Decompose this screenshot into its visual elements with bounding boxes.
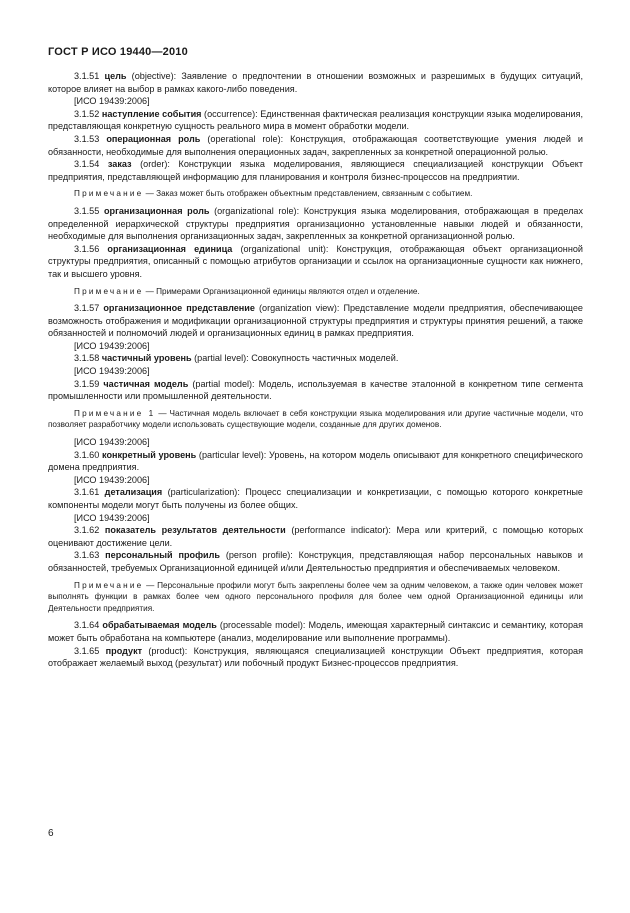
definition-text: (occurrence): Единственная фактическая реализация конструкции языка моделирования, представляющая конкретную сущность реального мира в момент обработки модели. [48,108,583,132]
source-reference: [ИСО 19439:2006] [74,474,150,485]
note-label: Примечание [74,286,144,296]
note-paragraph [48,408,583,431]
defined-term: детализация [104,487,163,498]
defined-term: операционная роль [106,133,201,144]
source-reference: [ИСО 19439:2006] [74,437,150,448]
defined-term: частичный уровень [101,353,192,364]
definition-text: (product): Конструкция, являющаяся специализацией конструкции Объект предприятия, которая отображает желаемый выход (результат) или побочный продукт Бизнес-процессов предприятия. [48,645,584,669]
defined-term: персональный профиль [105,550,220,561]
defined-term: показатель результатов деятельности [104,525,286,536]
definition-paragraph [48,205,583,243]
defined-term: частичная модель [103,378,189,389]
definition-paragraph [48,486,583,511]
clause-number: 3.1.64 [74,620,100,631]
definition-paragraph [48,352,583,365]
clause-number: 3.1.57 [74,303,100,314]
note-text: — Заказ может быть отображен объектным представлением, связанным с событием. [143,189,473,199]
definition-text: (performance indicator): Мера или критерий, с помощью которых оценивают достижение цели. [48,525,583,548]
definition-paragraph [48,243,583,281]
definition-text: (partial level): Совокупность частичных моделей. [191,353,399,364]
definition-text: (organizational unit): Конструкция, отображающая объект организационной структуры предприятия, описанный с помощью атрибутов организации и ссылок на организационные сущности как нижнего, так и высшего уровня. [48,243,583,279]
note-label: Примечание [74,580,144,590]
definition-text: (person profile): Конструкция, представляющая набор персональных навыков и обязанностей, требуемых Организационной единицей и/или Деятельностью предприятия и обеспечиваемых человеком. [48,550,583,573]
definition-text: (order): Конструкции языка моделирования, являющиеся специализацией конструкции Объект предприятия, представляющей информацию для планирования и контроля бизнес-процессов на предприятии. [48,159,583,182]
clause-number: 3.1.60 [74,449,100,460]
note-paragraph [48,188,583,200]
defined-term: организационная единица [107,243,233,254]
note-label: Примечание [74,189,144,199]
clause-number: 3.1.53 [74,133,100,144]
note-text: — Персональные профили могут быть закреплены более чем за одним человеком, а также один человек может выполнять функции в рамках более чем одного персонального профиля для более чем одной Организационной единицы или Деятельности предприятия. [48,580,583,613]
clause-number: 3.1.56 [74,243,100,254]
clause-number: 3.1.62 [74,525,100,536]
note-text: — Примерами Организационной единицы являются отдел и отделение. [143,286,420,296]
note-paragraph [48,286,583,298]
definition-paragraph [48,619,583,644]
definition-text: (objective): Заявление о предпочтении в отношении возможных и разрешимых в будущих ситуаций, которое влияет на выбор в рамках какого-либо поведения. [48,71,583,94]
definition-text: (operational role): Конструкция, отображающая соответствующие умения людей и обязанности, необходимые для выполнения операционных задач, закрепленных за конкретной операционной ролью. [48,133,584,157]
note-paragraph [48,580,583,615]
clause-number: 3.1.54 [74,159,100,170]
source-reference: [ИСО 19439:2006] [74,512,150,523]
note-label: Примечание 1 [74,408,156,418]
clause-number: 3.1.51 [74,71,100,81]
definition-text: (organization view): Представление модели предприятия, обеспечивающее возможность отображения и модификации организационной структуры предприятия и структуры принятия решений, а также обязанностей и полномочий людей и организационных единиц в рамках предприятия. [48,303,583,339]
clause-number: 3.1.61 [74,487,100,498]
clause-number: 3.1.55 [74,205,100,216]
document-header: ГОСТ Р ИСО 19440—2010 [48,46,188,58]
clause-number: 3.1.65 [74,645,100,656]
defined-term: обрабатываемая модель [102,620,217,631]
definition-paragraph [48,108,583,133]
definition-paragraph [48,302,583,340]
defined-term: организационная роль [103,205,210,216]
clause-number: 3.1.52 [74,108,100,119]
page-number: 6 [48,828,54,839]
definition-paragraph [48,549,583,574]
source-reference: [ИСО 19439:2006] [74,340,150,351]
definition-text: (partial model): Модель, используемая в качестве эталонной в конкретном типе сегмента промышленности или промышленной деятельности. [48,378,583,402]
definition-text: (particularization): Процесс специализации и конкретизации, с помощью которого конкретные компоненты модели могут быть получены из более общих. [48,487,583,510]
note-text: — Частичная модель включает в себя конструкции языка моделирования или другие частичные модели, что позволяет разработчику модели использовать существующие модели, созданные для других доменов. [48,408,583,430]
defined-term: конкретный уровень [102,449,197,460]
definition-paragraph [48,158,583,183]
definition-paragraph [48,133,583,158]
defined-term: наступление события [101,108,202,119]
clause-number: 3.1.63 [74,550,100,561]
definition-paragraph [48,645,583,670]
clause-number: 3.1.59 [74,378,100,389]
defined-term: организационное представление [103,303,255,314]
source-reference: [ИСО 19439:2006] [74,96,150,107]
definition-text: (organizational role): Конструкция языка моделирования, отображающая в пределах определенной иерархической структуры предприятия организационно установленные навыки людей и обязанности, необходимые для выполнения организационных задач, закрепленных за конкретной организационной ролью. [48,205,584,242]
defined-term: заказ [107,159,132,170]
definition-paragraph [48,524,583,549]
definition-text: (particular level): Уровень, на котором модель описывают для конкретного специфического домена предприятия. [48,449,583,473]
defined-term: продукт [105,645,143,656]
document-body [48,70,583,670]
definition-paragraph [48,449,583,474]
defined-term: цель [104,71,127,81]
source-reference: [ИСО 19439:2006] [74,366,150,377]
definition-paragraph [48,70,583,95]
clause-number: 3.1.58 [74,353,100,364]
definition-paragraph [48,378,583,403]
definition-text: (processable model): Модель, имеющая характерный синтаксис и семантику, которая может быть обработана на компьютере (анализ, моделирование или выполнение программы). [48,620,583,643]
